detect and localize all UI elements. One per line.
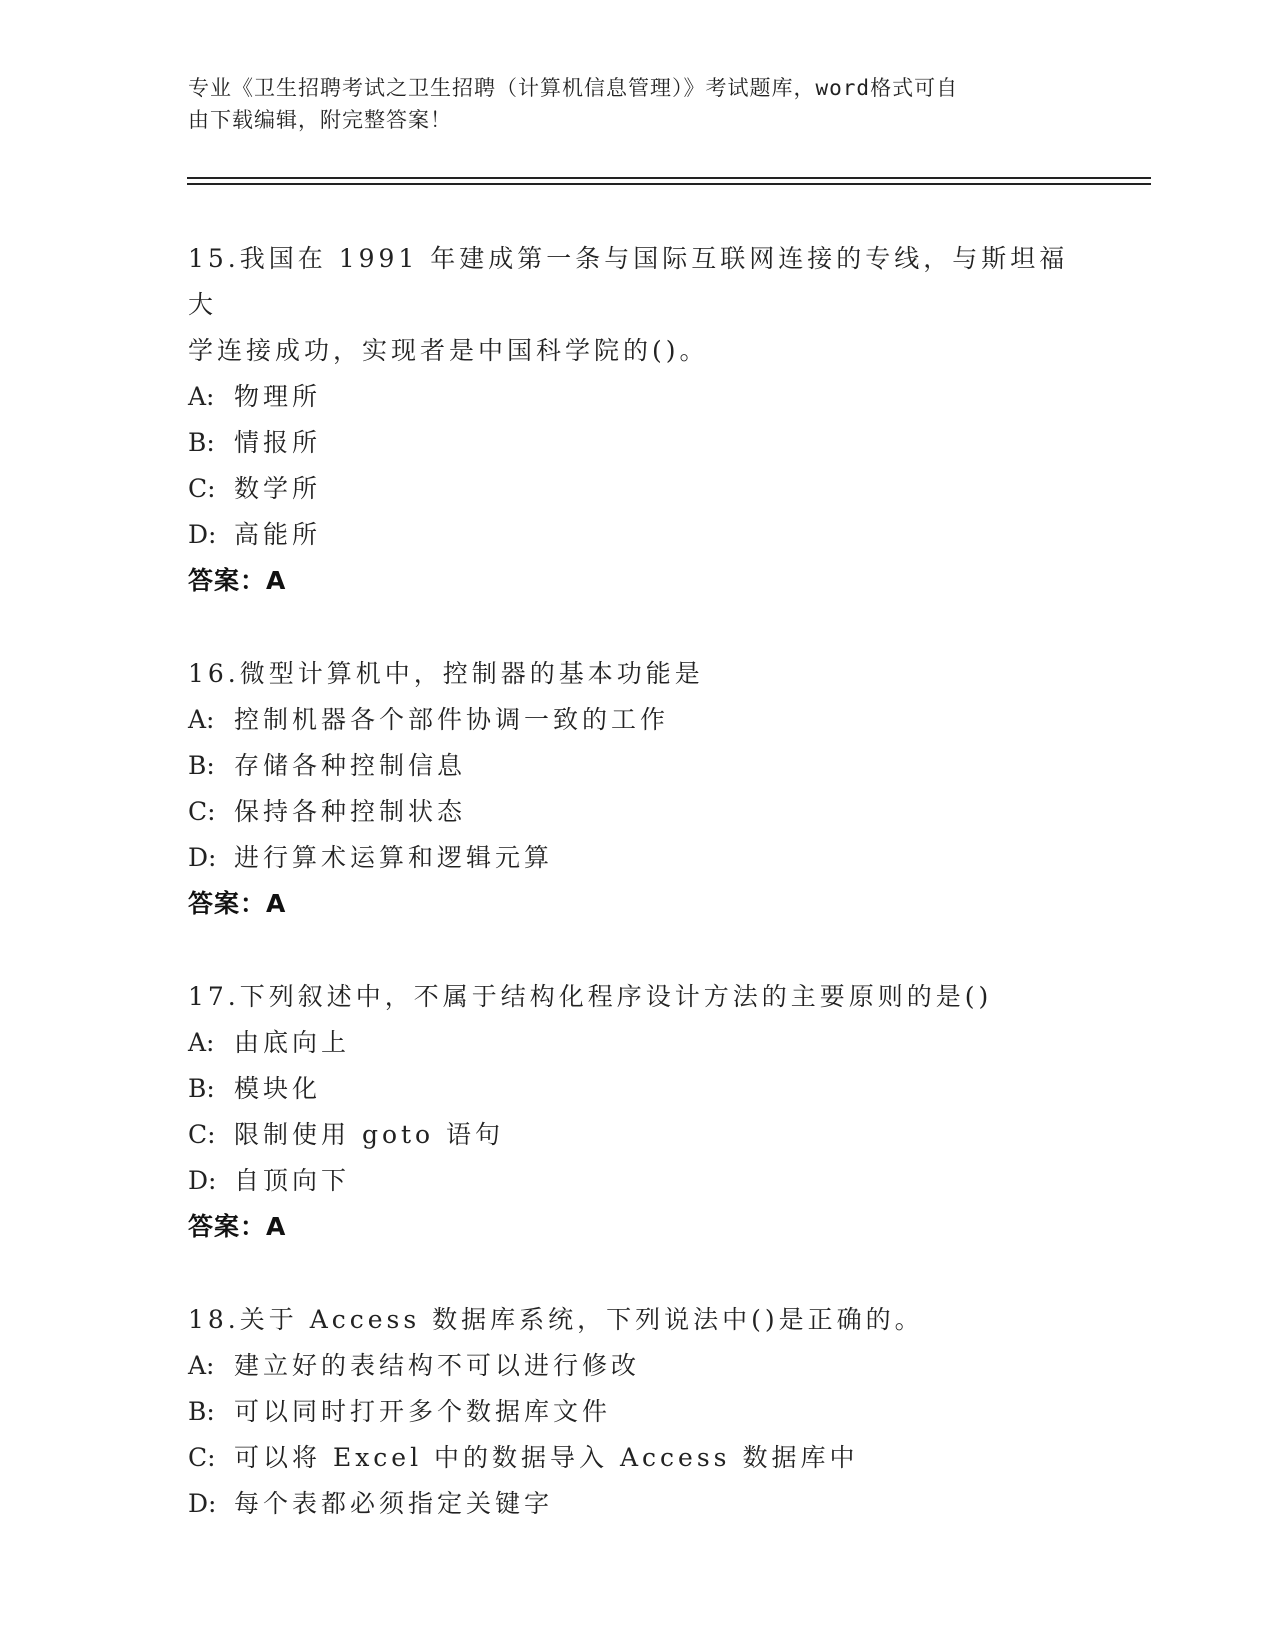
question-stem-line: 15.我国在 1991 年建成第一条与国际互联网连接的专线，与斯坦福大 bbox=[188, 244, 1069, 319]
option-b bbox=[188, 743, 1088, 789]
document-header bbox=[188, 72, 1078, 136]
header-divider-bottom bbox=[187, 183, 1151, 185]
option-text: 可以将 Excel 中的数据导入 Access 数据库中 bbox=[234, 1443, 859, 1472]
option-letter: B: bbox=[188, 1074, 215, 1103]
option-d bbox=[188, 835, 1088, 881]
option-letter: A: bbox=[188, 1028, 215, 1057]
option-letter: A: bbox=[188, 382, 215, 411]
option-text: 建立好的表结构不可以进行修改 bbox=[234, 1351, 641, 1380]
option-text: 数学所 bbox=[234, 474, 322, 503]
answer-line: 答案：A bbox=[188, 1212, 287, 1241]
answer-line: 答案：A bbox=[188, 889, 287, 918]
option-letter: D: bbox=[188, 843, 217, 872]
option-c bbox=[188, 466, 1088, 512]
option-text: 每个表都必须指定关键字 bbox=[234, 1489, 554, 1518]
option-letter: D: bbox=[188, 520, 217, 549]
option-letter: C: bbox=[188, 1443, 216, 1472]
option-a bbox=[188, 1020, 1088, 1066]
option-letter: C: bbox=[188, 1120, 216, 1149]
option-text: 进行算术运算和逻辑元算 bbox=[234, 843, 554, 872]
option-a bbox=[188, 374, 1088, 420]
question-15 bbox=[188, 236, 1088, 604]
option-c bbox=[188, 789, 1088, 835]
option-b bbox=[188, 1389, 1088, 1435]
option-d bbox=[188, 512, 1088, 558]
option-d bbox=[188, 1481, 1088, 1527]
question-stem-line: 学连接成功，实现者是中国科学院的()。 bbox=[188, 336, 709, 365]
header-divider-top bbox=[187, 177, 1151, 179]
option-b bbox=[188, 420, 1088, 466]
option-text: 存储各种控制信息 bbox=[234, 751, 467, 780]
option-letter: C: bbox=[188, 474, 216, 503]
option-letter: A: bbox=[188, 1351, 215, 1380]
option-text: 高能所 bbox=[234, 520, 322, 549]
option-text: 控制机器各个部件协调一致的工作 bbox=[234, 705, 670, 734]
option-text: 自顶向下 bbox=[234, 1166, 351, 1195]
option-a bbox=[188, 697, 1088, 743]
option-text: 限制使用 goto 语句 bbox=[234, 1120, 505, 1149]
option-letter: D: bbox=[188, 1489, 217, 1518]
question-stem-line: 16.微型计算机中，控制器的基本功能是 bbox=[188, 659, 704, 688]
option-letter: A: bbox=[188, 705, 215, 734]
option-d bbox=[188, 1158, 1088, 1204]
option-letter: B: bbox=[188, 428, 215, 457]
header-line-2: 由下载编辑，附完整答案！ bbox=[188, 108, 452, 132]
option-letter: D: bbox=[188, 1166, 217, 1195]
question-18 bbox=[188, 1297, 1088, 1527]
answer-line: 答案：A bbox=[188, 566, 287, 595]
option-c bbox=[188, 1112, 1088, 1158]
option-text: 情报所 bbox=[234, 428, 322, 457]
option-letter: C: bbox=[188, 797, 216, 826]
question-17 bbox=[188, 974, 1088, 1250]
header-line-1: 专业《卫生招聘考试之卫生招聘（计算机信息管理）》考试题库，word格式可自 bbox=[188, 76, 959, 100]
option-b bbox=[188, 1066, 1088, 1112]
question-list bbox=[188, 236, 1088, 1574]
question-stem-line: 18.关于 Access 数据库系统，下列说法中()是正确的。 bbox=[188, 1305, 924, 1334]
option-text: 可以同时打开多个数据库文件 bbox=[234, 1397, 612, 1426]
question-stem-line: 17.下列叙述中，不属于结构化程序设计方法的主要原则的是() bbox=[188, 982, 993, 1011]
option-text: 模块化 bbox=[234, 1074, 322, 1103]
option-letter: B: bbox=[188, 751, 215, 780]
option-c bbox=[188, 1435, 1088, 1481]
option-a bbox=[188, 1343, 1088, 1389]
option-text: 保持各种控制状态 bbox=[234, 797, 467, 826]
question-16 bbox=[188, 651, 1088, 927]
option-text: 由底向上 bbox=[234, 1028, 351, 1057]
option-text: 物理所 bbox=[234, 382, 322, 411]
option-letter: B: bbox=[188, 1397, 215, 1426]
